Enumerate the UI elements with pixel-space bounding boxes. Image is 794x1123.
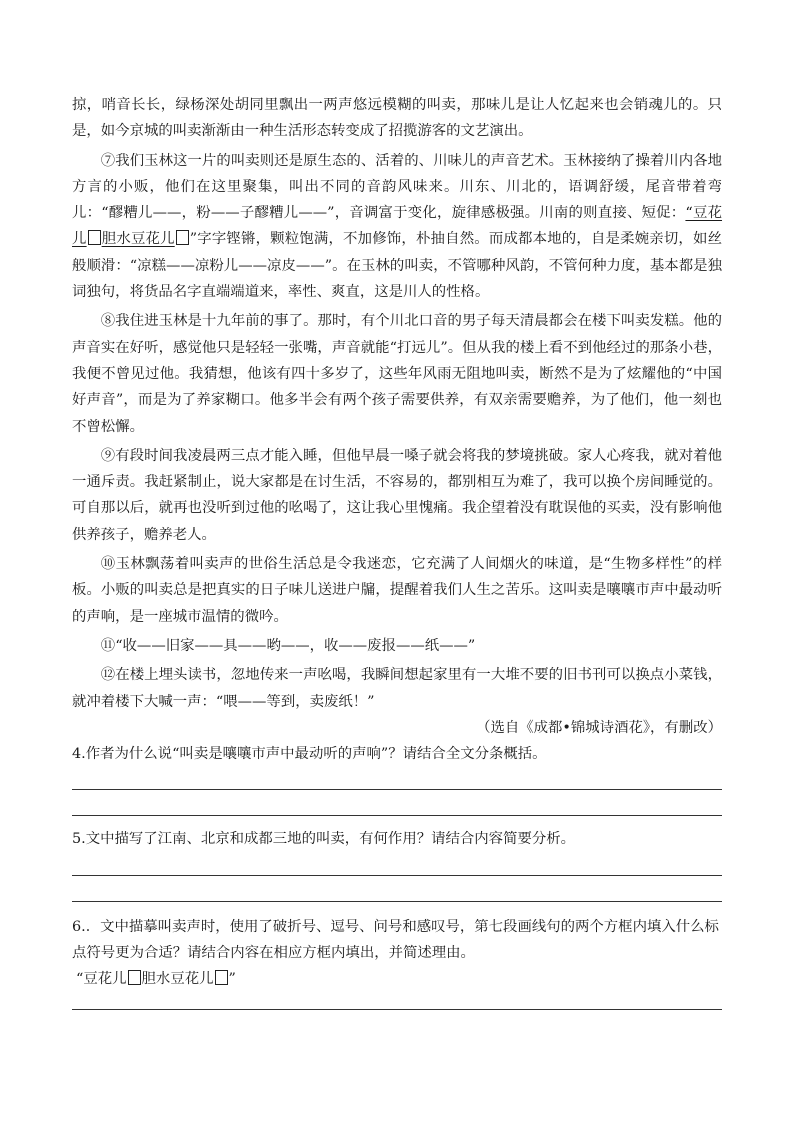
question-6-quote [72, 966, 722, 992]
question-5: 5.文中描写了江南、北京和成都三地的叫卖，有何作用？请结合内容简要分析。 [72, 831, 576, 848]
document-page [72, 92, 722, 1010]
paragraph-10: ⑩玉林飘荡着叫卖声的世俗生活总是令我迷恋，它充满了人间烟火的味道，是“生物多样性”的样板。小贩的叫卖总是把真实的日子味儿送进户牖，提醒着我们人生之苦乐。这叫卖是嚷嚷市声中最动听的声响，是一座城市温情的微吟。 [72, 556, 722, 625]
paragraph-7-text-before: ⑦我们玉林这一片的叫卖则还是原生态的、活着的、川味儿的声音艺术。玉林接纳了操着川内各地方言的小贩，他们在这里聚集，叫出不同的音韵风味来。川东、川北的，语调舒缓，尾音带着弯儿：“醪糟儿——，粉——子醪糟儿——”，音调富于变化，旋律感极强。川南的则直接、短促： [72, 152, 722, 222]
paragraph-8: ⑧我住进玉林是十九年前的事了。那时，有个川北口音的男子每天清晨都会在楼下叫卖发糕。他的声音实在好听，感觉他只是轻轻一张嘴，声音就能“打远儿”。但从我的楼上看不到他经过的那条小巷，我便不曾见过他。我猜想，他该有四十多岁了，这些年风雨无阻地叫卖，断然不是为了炫耀他的“中国好声音”，而是为了养家糊口。他多半会有两个孩子需要供养，有双亲需要赡养，为了他们，他一刻也不曾松懈。 [72, 313, 722, 435]
paragraph-continued: 掠，哨音长长，绿杨深处胡同里飘出一两声悠远模糊的叫卖，那味儿是让人忆起来也会销魂儿的。只是，如今京城的叫卖渐渐由一种生活形态转变成了招揽游客的文艺演出。 [72, 97, 722, 140]
quote-text-a: “豆花儿 [76, 971, 127, 988]
paragraph-7-text-after: ”字字铿锵，颗粒饱满，不加修饰，朴抽自然。而成都本地的，自是柔婉亲切，如丝般顺滑：“凉糕——凉粉儿——凉皮——”。在玉林的叫卖，不管哪种风韵，不管何种力度，基本都是独词独句，将货品名字直端端道来，率性、爽直，这是川人的性格。 [72, 231, 722, 301]
question-6: 6.．文中描摹叫卖声时，使用了破折号、逗号、问号和感叹号，第七段画线句的两个方框内填入什么标点符号更为合适？请结合内容在相应方框内填出，并简述理由。 [72, 918, 719, 962]
quote-text-b: 胆水豆花儿 [141, 971, 214, 988]
paragraph-9: ⑨有段时间我凌晨两三点才能入睡，但他早晨一嗓子就会将我的梦境挑破。家人心疼我，就对着他一通斥责。我赶紧制止，说大家都是在讨生活，不容易的，都别相互为难了，我可以换个房间睡觉的。可自那以后，就再也没听到过他的吆喝了，这让我心里愧痛。我企望着没有耽误他的买卖，没有影响他供养孩子，赡养老人。 [72, 447, 722, 543]
question-4: 4.作者为什么说“叫卖是嚷嚷市声中最动听的声响”？请结合全文分条概括。 [72, 746, 547, 763]
paragraph-12: ⑫在楼上埋头读书，忽地传来一声吆喝，我瞬间想起家里有一大堆不要的旧书刊可以换点小菜钱，就冲着楼下大喊一声：“喂——等到，卖废纸！” [72, 667, 722, 710]
quote-text-end: ” [228, 971, 236, 988]
paragraph-7 [72, 148, 722, 306]
quote-blank-box-1[interactable] [128, 970, 141, 985]
quote-blank-box-2[interactable] [215, 970, 228, 985]
source-citation: （选自《成都•锦城诗酒花》，有删改） [476, 719, 722, 736]
answer-line-q6-1[interactable] [72, 1009, 722, 1010]
blank-box-1[interactable] [88, 230, 101, 245]
blank-box-2[interactable] [176, 230, 189, 245]
underlined-text-a: “豆花儿 [72, 205, 723, 248]
paragraph-11: ⑪“收——旧家——具——哟——，收——废报——纸——” [100, 637, 476, 654]
underlined-text-b: 胆水豆花儿 [101, 231, 175, 248]
